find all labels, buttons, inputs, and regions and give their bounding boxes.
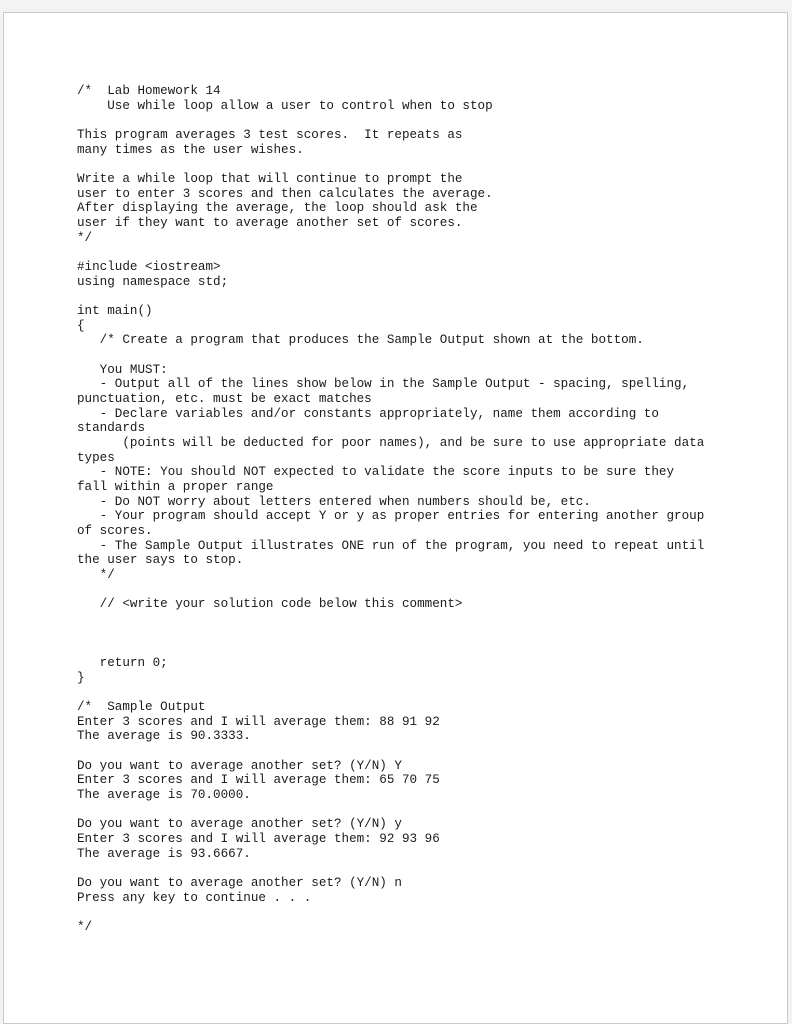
code-line: int main() xyxy=(77,304,153,319)
code-line: punctuation, etc. must be exact matches xyxy=(77,392,372,407)
code-line xyxy=(77,803,767,818)
code-line: types xyxy=(77,450,115,465)
code-line: the user says to stop. xyxy=(77,553,244,568)
code-line xyxy=(77,685,767,700)
code-line: Enter 3 scores and I will average them: 65 70 75 xyxy=(77,773,440,788)
code-line: /* Create a program that produces the Sample Output shown at the bottom. xyxy=(77,333,644,348)
source-code-listing xyxy=(77,84,767,935)
code-line: Do you want to average another set? (Y/N) y xyxy=(77,817,402,832)
code-line xyxy=(77,641,767,656)
code-line: /* Sample Output xyxy=(77,700,206,715)
code-line: (points will be deducted for poor names), and be sure to use appropriate data xyxy=(77,436,705,451)
code-line: user to enter 3 scores and then calculates the average. xyxy=(77,186,493,201)
code-line: Enter 3 scores and I will average them: 92 93 96 xyxy=(77,832,440,847)
code-line xyxy=(77,157,767,172)
code-line: Do you want to average another set? (Y/N) Y xyxy=(77,758,402,773)
code-line: using namespace std; xyxy=(77,274,229,289)
code-line: standards xyxy=(77,421,146,436)
code-line: - Declare variables and/or constants appropriately, name them according to xyxy=(77,406,659,421)
code-line: return 0; xyxy=(77,656,168,671)
code-line: - Output all of the lines show below in the Sample Output - spacing, spelling, xyxy=(77,377,690,392)
code-line: */ xyxy=(77,568,115,583)
code-line: The average is 93.6667. xyxy=(77,846,251,861)
code-line: Use while loop allow a user to control when to stop xyxy=(77,98,493,113)
code-line: /* Lab Homework 14 xyxy=(77,84,221,98)
code-line: { xyxy=(77,318,85,333)
document-page xyxy=(3,12,788,1024)
code-line: - Do NOT worry about letters entered when numbers should be, etc. xyxy=(77,494,591,509)
code-line: - Your program should accept Y or y as proper entries for entering another group xyxy=(77,509,705,524)
code-line: many times as the user wishes. xyxy=(77,142,304,157)
code-line: Enter 3 scores and I will average them: 88 91 92 xyxy=(77,714,440,729)
code-line xyxy=(77,905,767,920)
code-line xyxy=(77,627,767,642)
code-line: Do you want to average another set? (Y/N) n xyxy=(77,876,402,891)
code-line: Write a while loop that will continue to prompt the xyxy=(77,172,463,186)
code-line: The average is 90.3333. xyxy=(77,729,251,744)
code-line xyxy=(77,348,767,363)
code-line xyxy=(77,245,767,260)
code-line: #include <iostream> xyxy=(77,260,221,275)
code-line: of scores. xyxy=(77,524,153,539)
code-line: - The Sample Output illustrates ONE run of the program, you need to repeat until xyxy=(77,538,705,553)
code-line: - NOTE: You should NOT expected to validate the score inputs to be sure they xyxy=(77,465,675,480)
code-line: fall within a proper range xyxy=(77,480,274,495)
code-line xyxy=(77,583,767,598)
code-line: This program averages 3 test scores. It repeats as xyxy=(77,128,463,142)
code-line: } xyxy=(77,670,85,685)
code-line xyxy=(77,744,767,759)
code-line xyxy=(77,289,767,304)
code-line xyxy=(77,612,767,627)
code-line: user if they want to average another set of scores. xyxy=(77,216,463,231)
code-line xyxy=(77,113,767,128)
code-line xyxy=(77,861,767,876)
code-line: You MUST: xyxy=(77,362,168,377)
code-line: The average is 70.0000. xyxy=(77,788,251,803)
code-line: // <write your solution code below this comment> xyxy=(77,597,463,612)
code-line: */ xyxy=(77,920,93,935)
code-line: */ xyxy=(77,230,93,245)
code-line: Press any key to continue . . . xyxy=(77,890,312,905)
code-line: After displaying the average, the loop should ask the xyxy=(77,201,478,216)
